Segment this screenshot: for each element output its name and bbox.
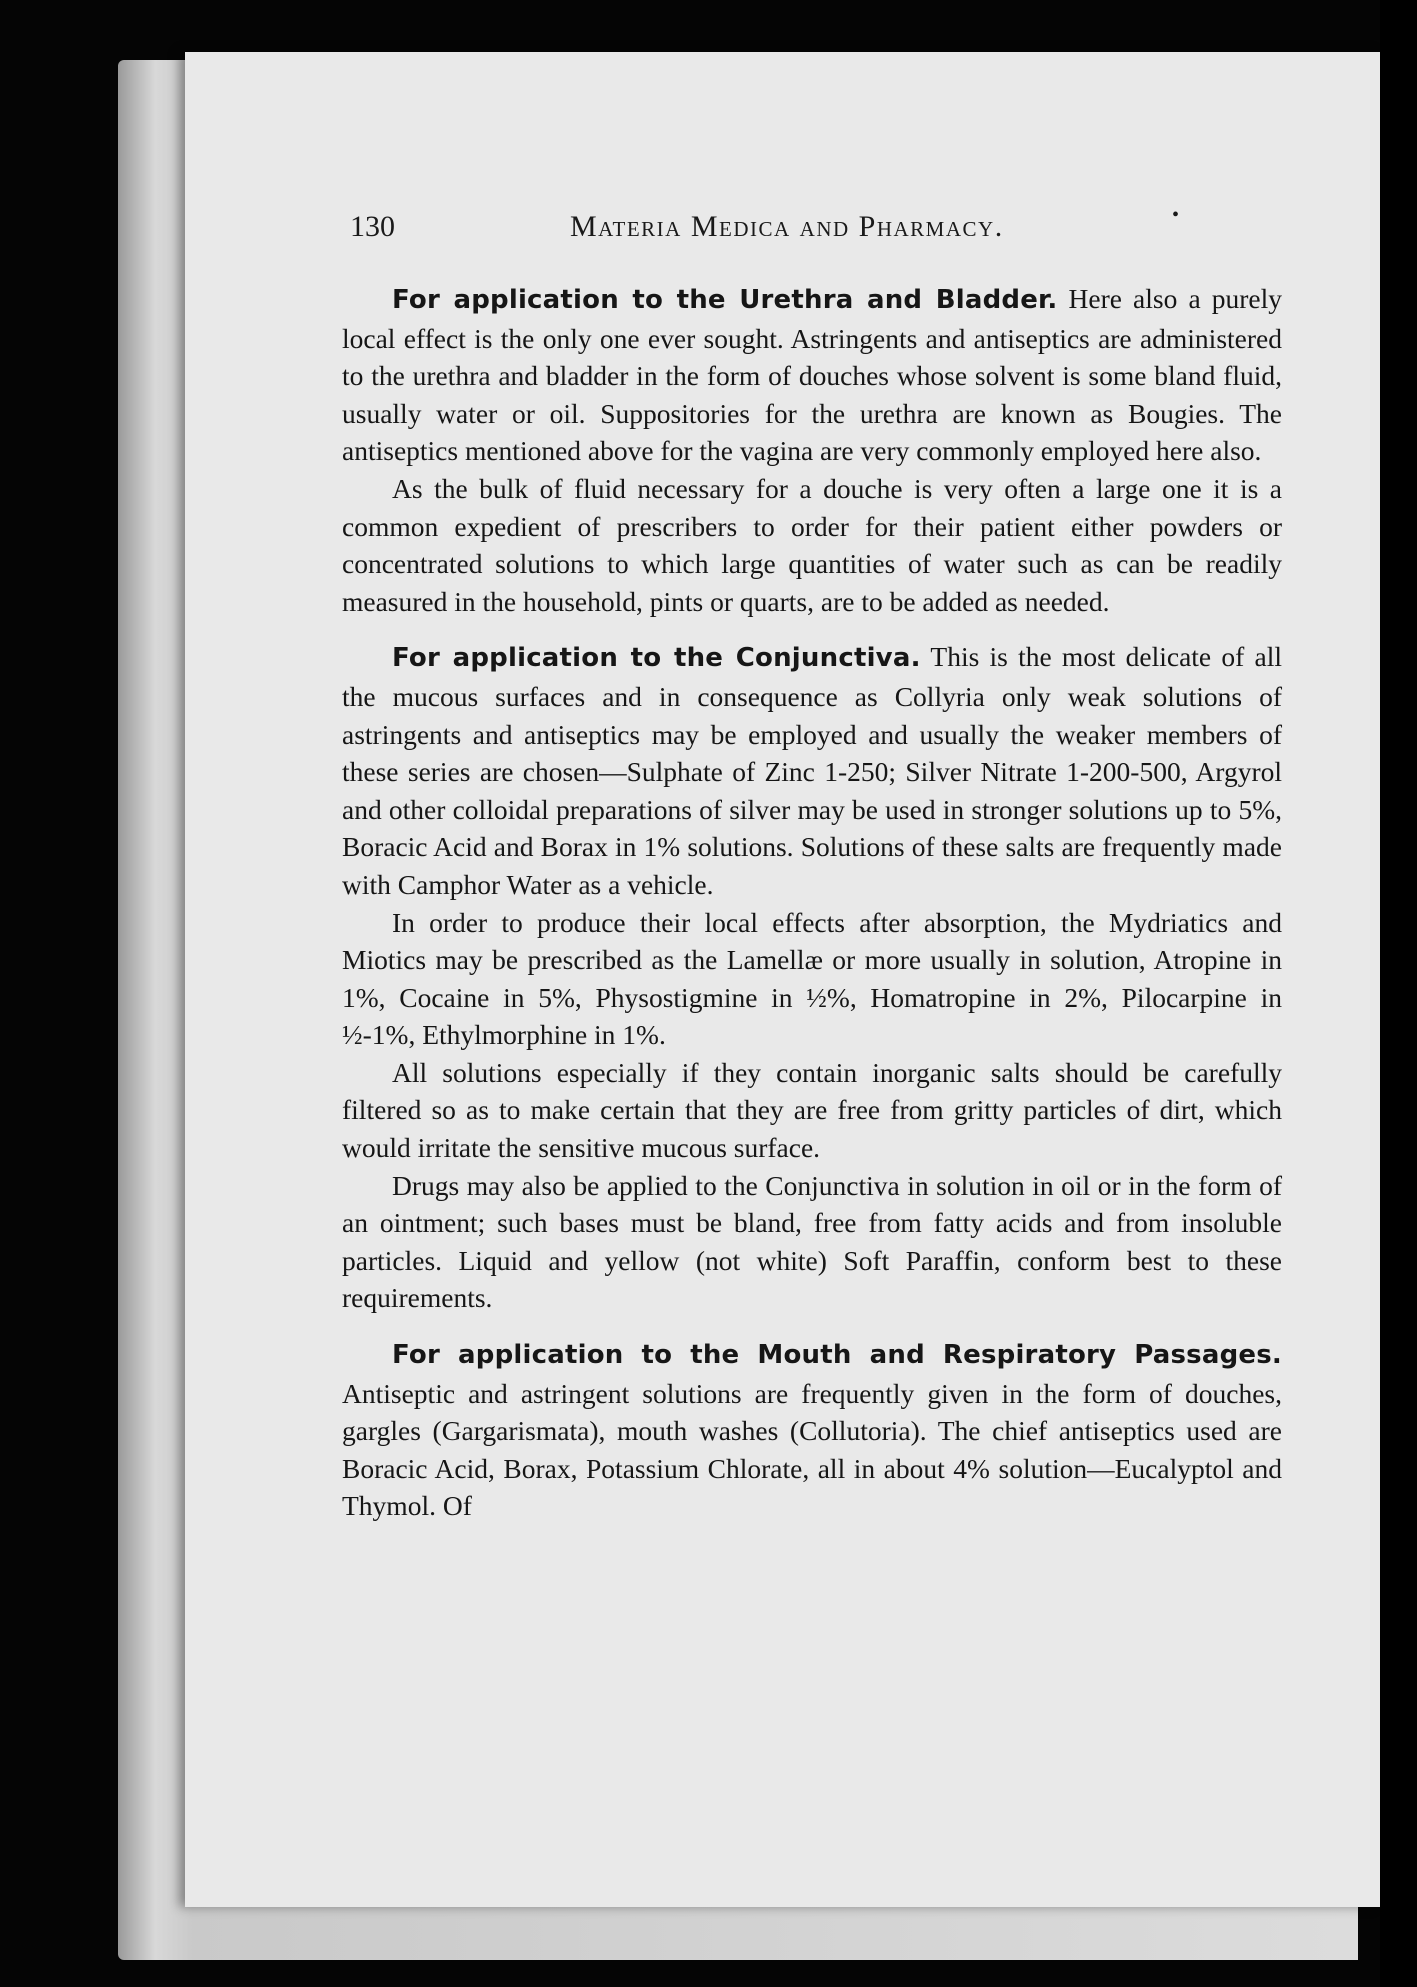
page-number: 130 (350, 210, 395, 243)
paragraph-text: In order to produce their local effects after absorption, the Mydriatics and Miotics may be prescribed as the Lamellæ or more usually in solution, Atropine in 1%, Cocaine in 5%, Physostigmine in ½%, Homatropine in 2%, Pilocarpine in ½-1%, Ethylmorphine in 1%. (342, 906, 1282, 1051)
paragraph-filtering (342, 1054, 1282, 1167)
paragraph-text: Drugs may also be applied to the Conjunctiva in solution in oil or in the form of an ointment; such bases must be bland, free from fatty acids and from insoluble particles. Liquid and yellow (not white) Soft Paraffin, conform best to these requirements. (342, 1169, 1282, 1314)
paragraph-text: This is the most delicate of all the mucous surfaces and in consequence as Collyria only weak solutions of astringents and antiseptics may be employed and usually the weaker members of these series are chosen—Sulphate of Zinc 1-250; Silver Nitrate 1-200-500, Argyrol and other colloidal preparations of silver may be used in stronger solutions up to 5%, Boracic Acid and Borax in 1% solutions. Solutions of these salts are frequently made with Camphor Water as a vehicle. (342, 641, 1282, 900)
paragraph-mydriatics (342, 904, 1282, 1054)
paragraph-urethra-bladder (342, 280, 1282, 470)
paragraph-text: Antiseptic and astringent solutions are frequently given in the form of douches, gargles (Gargarismata), mouth washes (Collutoria). The chief antiseptics used are Boracic Acid, Borax, Potassium Chlorate, all in about 4% solution—Eucalyptol and Thymol. Of (342, 1377, 1282, 1522)
section-heading-mouth: For application to the Mouth and Respiratory Passages. (392, 1340, 1282, 1371)
paragraph-douche-bulk (342, 470, 1282, 620)
paragraph-conjunctiva (342, 638, 1282, 903)
paragraph-text: Here also a purely local effect is the only one ever sought. Astringents and antiseptics are administered to the urethra and bladder in the form of douches whose solvent is some bland fluid, usually water or oil. Suppositories for the urethra are known as Bougies. The antiseptics mentioned above for the vagina are very commonly employed here also. (342, 283, 1282, 467)
running-head (350, 204, 1230, 250)
paragraph-text: All solutions especially if they contain inorganic salts should be carefully filtered so as to make certain that they are free from gritty particles of dirt, which would irritate the sensitive mucous surface. (342, 1056, 1282, 1164)
body-text (342, 280, 1282, 1525)
paragraph-ointment (342, 1167, 1282, 1317)
page-gutter-shadow (1380, 0, 1417, 1987)
section-heading-conjunctiva: For application to the Conjunctiva. (392, 643, 921, 674)
running-title: Materia Medica and Pharmacy. (570, 210, 1004, 243)
section-heading-urethra: For application to the Urethra and Bladder. (392, 285, 1058, 315)
paragraph-mouth-respiratory (342, 1335, 1282, 1525)
paragraph-text: As the bulk of fluid necessary for a douche is very often a large one it is a common expedient of prescribers to order for their patient either powders or concentrated solutions to which large quantities of water such as can be readily measured in the household, pints or quarts, are to be added as needed. (342, 472, 1282, 617)
print-speck: • (1172, 204, 1180, 226)
